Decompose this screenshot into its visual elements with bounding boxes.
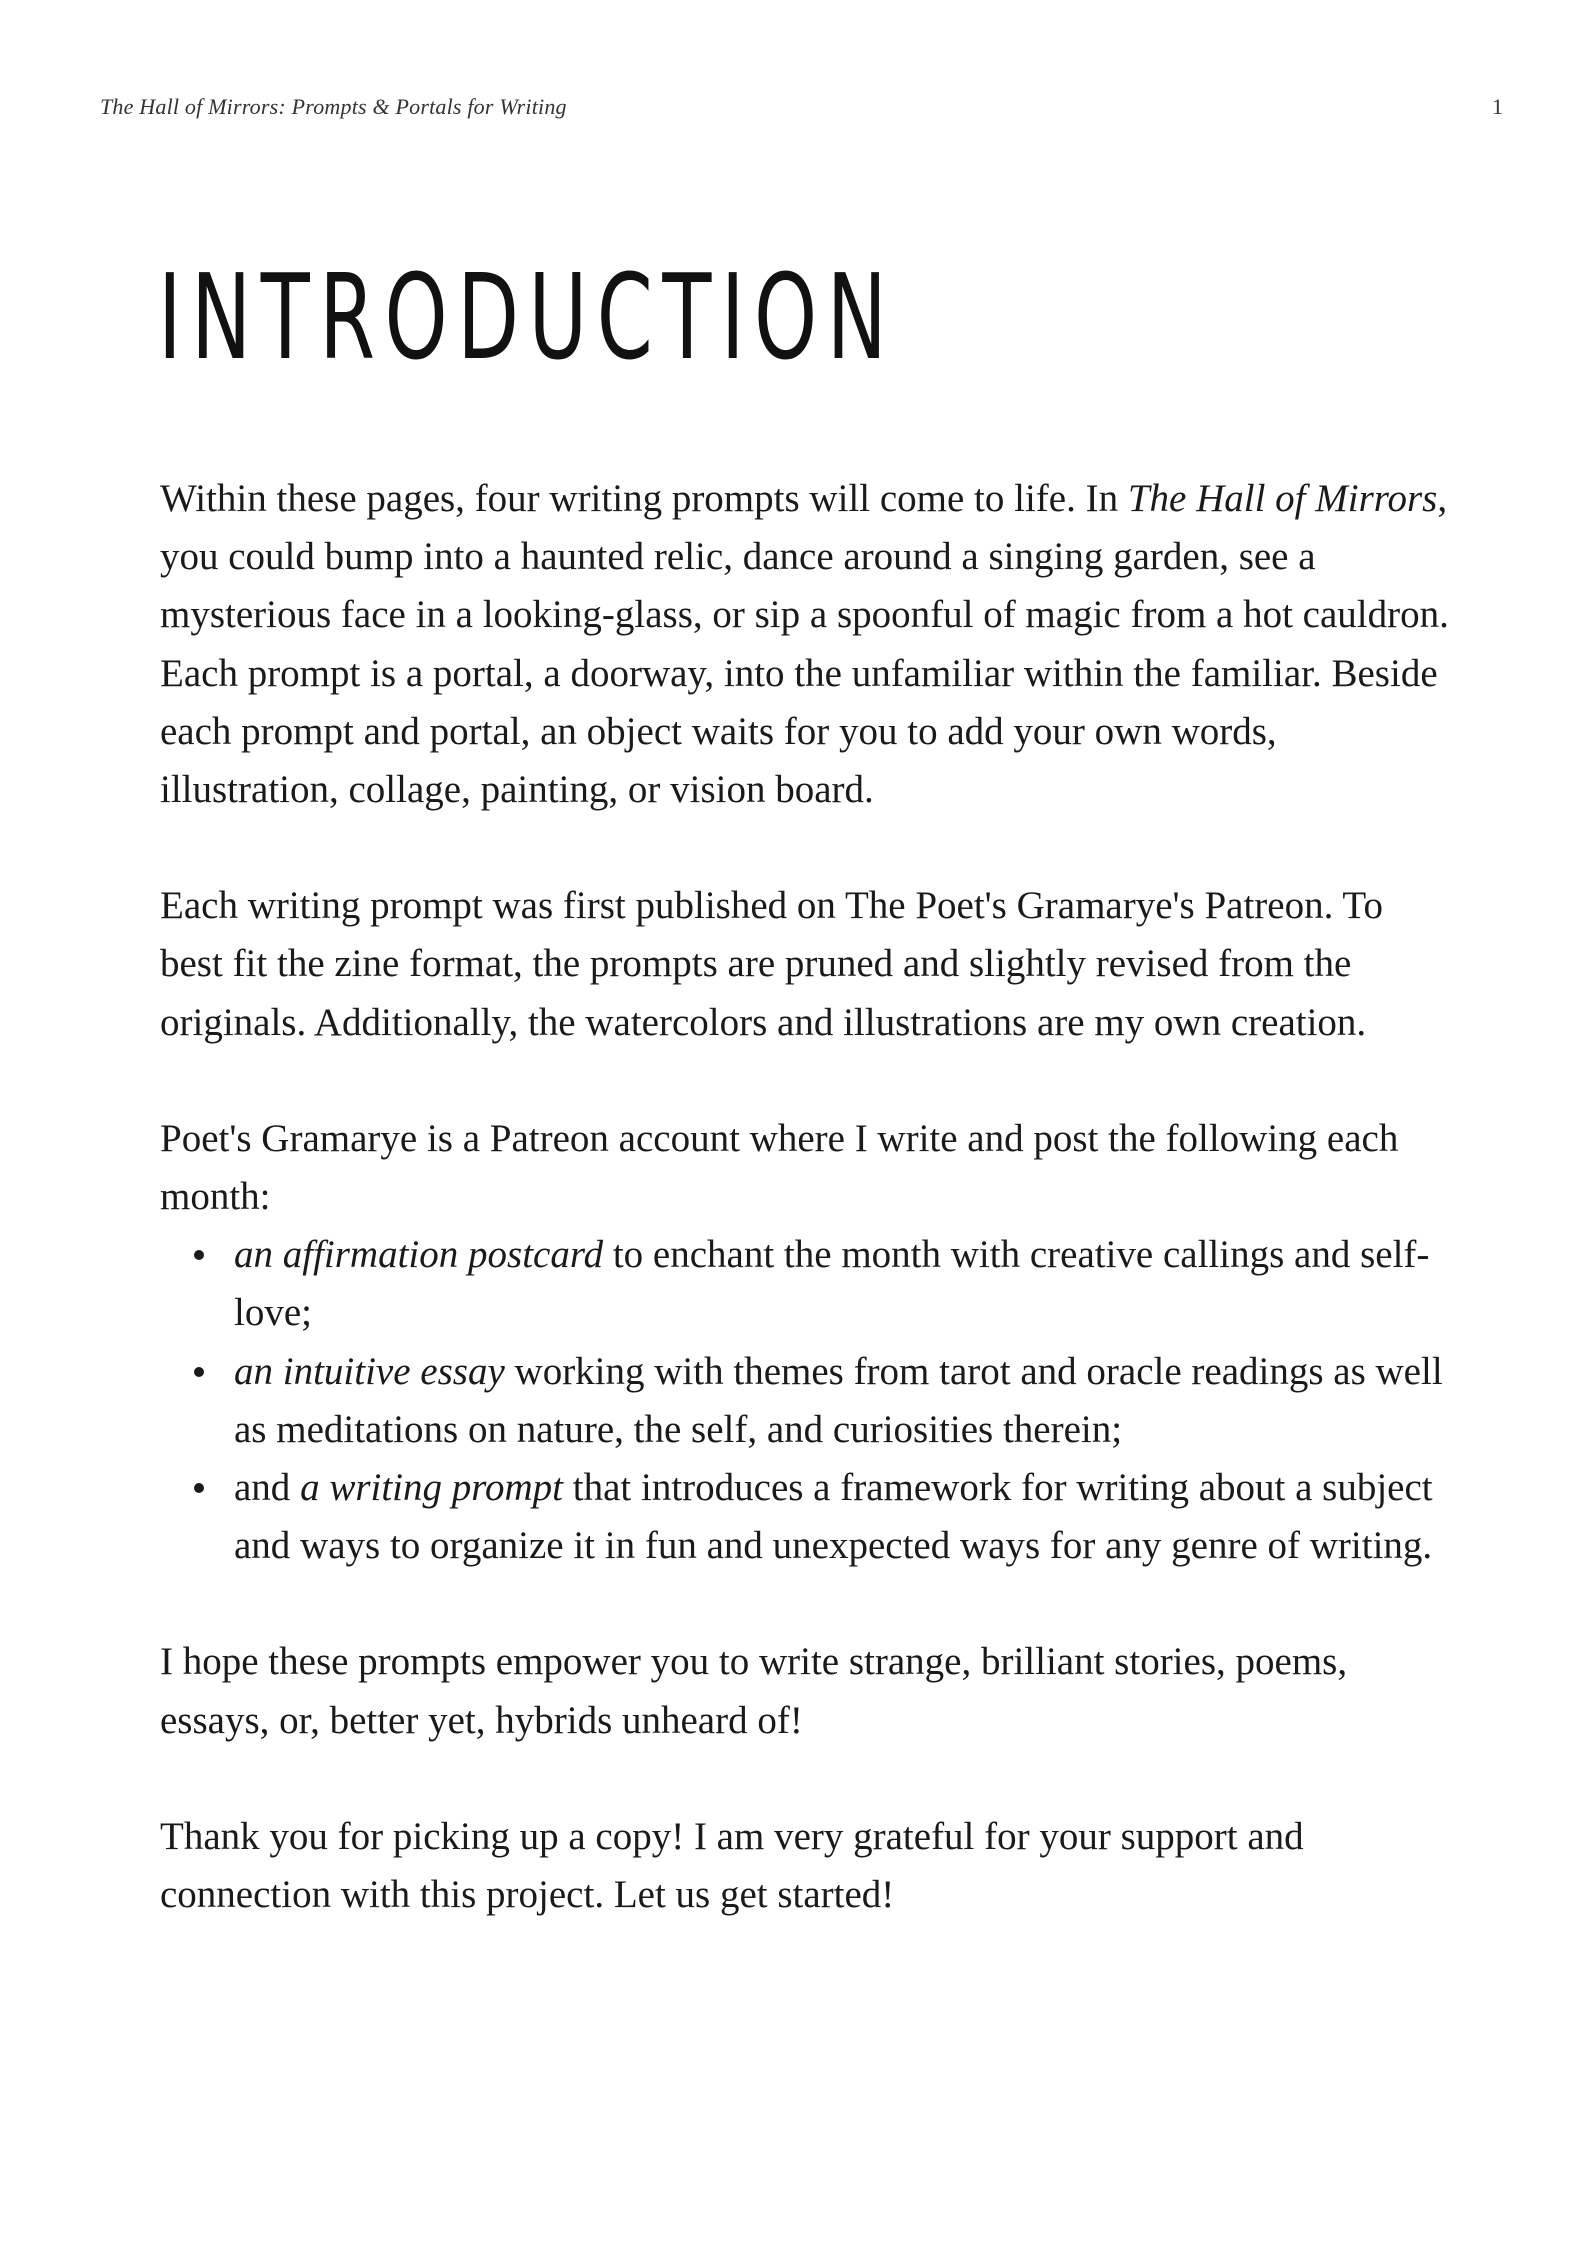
book-title-italic: The Hall of Mirrors — [1127, 477, 1438, 520]
running-header-title: The Hall of Mirrors: Prompts & Portals for Writing — [100, 94, 567, 119]
list-item-italic: an affirmation postcard — [234, 1233, 604, 1277]
list-item-italic: a writing prompt — [300, 1466, 563, 1510]
bullet-icon — [194, 1250, 204, 1260]
paragraph-thanks: Thank you for picking up a copy! I am very grateful for your support and connection with this project. Let us get started! — [160, 1814, 1304, 1917]
paragraph-intro — [160, 470, 1450, 819]
list-item — [160, 1343, 1450, 1459]
list-item-rest: that introduces a framework for writing about a subject and ways to organize it in fun and unexpected ways for any genre of writing. — [234, 1466, 1433, 1568]
paragraph-patreon-description: Poet's Gramarye is a Patreon account where I write and post the following each month: — [160, 1116, 1399, 1219]
list-item-rest: to enchant the month with creative callings and self-love; — [234, 1233, 1430, 1335]
paragraph-intro-start: Within these pages, four writing prompts will come to life. In — [160, 477, 1128, 520]
page-title: INTRODUCTION — [158, 248, 897, 386]
list-item-italic: an intuitive essay — [234, 1349, 505, 1393]
body-text — [160, 470, 1450, 1982]
paragraph-patreon-origin: Each writing prompt was first published on The Poet's Gramarye's Patreon. To best fit the zine format, the prompts are pruned and slightly revised from the originals. Additionally, the watercolors and illustrations are my own creation. — [160, 884, 1383, 1044]
list-item-rest: working with themes from tarot and oracle readings as well as meditations on nature, the self, and curiosities therein; — [234, 1349, 1443, 1451]
bullet-icon — [194, 1483, 204, 1493]
list-item — [160, 1459, 1450, 1575]
list-item — [160, 1226, 1450, 1342]
bullet-icon — [194, 1367, 204, 1377]
monthly-offerings-list — [160, 1226, 1450, 1575]
page-number: 1 — [1492, 94, 1503, 119]
paragraph-hope: I hope these prompts empower you to write strange, brilliant stories, poems, essays, or, better yet, hybrids unheard of! — [160, 1640, 1348, 1742]
paragraph-intro-rest: , you could bump into a haunted relic, dance around a singing garden, see a mysterious face in a looking-glass, or sip a spoonful of magic from a hot cauldron. Each prompt is a portal, a doorway, into the unfamiliar within the familiar. Beside each prompt and portal, an object waits for you to add your own words, illustration, collage, painting, or vision board. — [160, 477, 1449, 812]
list-item-prefix: and — [234, 1466, 301, 1510]
